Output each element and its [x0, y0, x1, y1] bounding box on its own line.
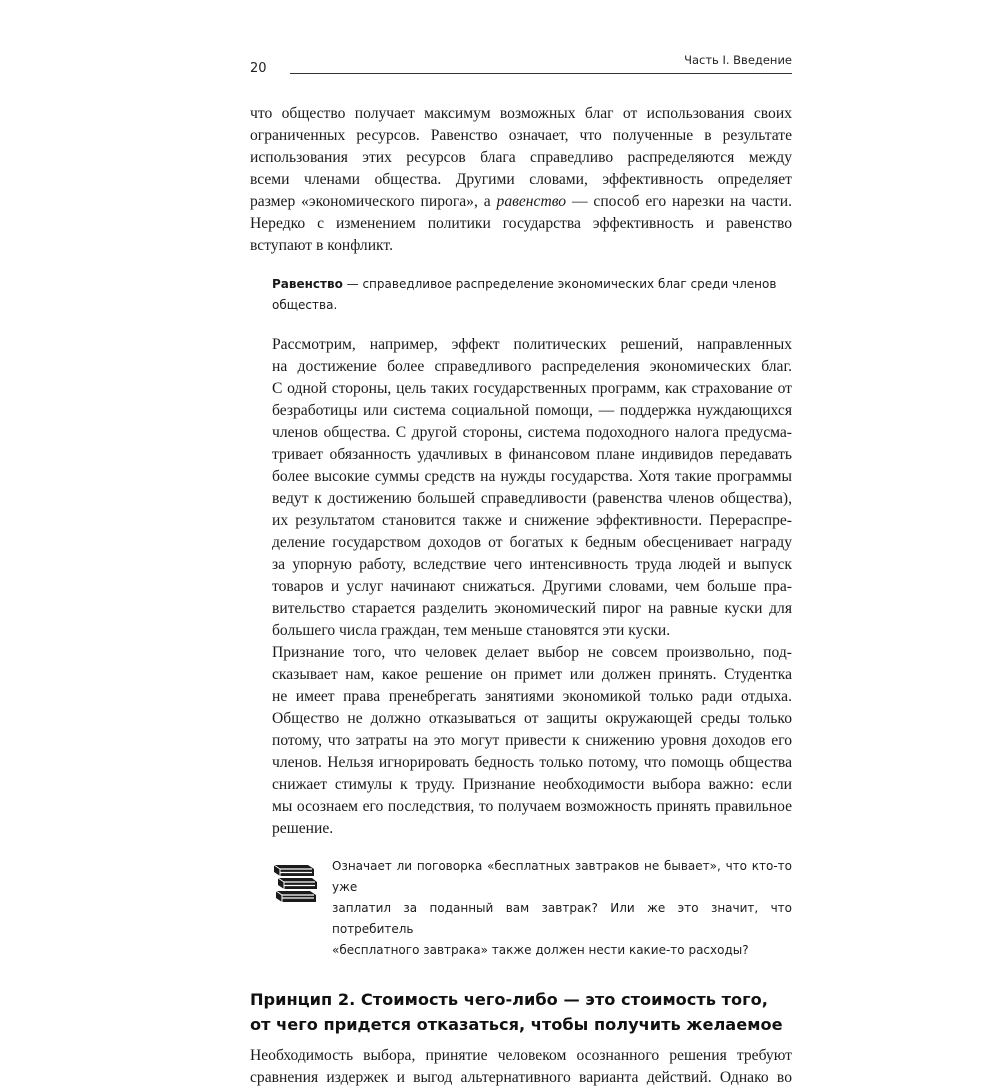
text-line: Необходимость выбора, принятие человеком осознанного решения требуют	[250, 1047, 792, 1064]
text-line: на достижение более справедливого распределения экономических благ.	[272, 358, 792, 375]
text-line: сравнения издержек и выгод альтернативного варианта действий. Однако во	[250, 1069, 792, 1086]
text-line: С одной стороны, цель таких государственных программ, как страхование от	[272, 380, 792, 397]
text-line: снижает стимулы к труду. Признание необходимости выбора важно: если	[272, 776, 792, 793]
paragraph-choice-costs	[250, 1045, 792, 1089]
question-box	[250, 856, 792, 961]
text-line: вительство старается разделить экономический пирог на равные куски для	[272, 600, 792, 617]
question-line: «бесплатного завтрака» также должен нести какие-то расходы?	[332, 943, 749, 957]
paragraph-policy-example	[250, 334, 792, 642]
text-line: за упорную работу, вследствие чего интенсивность труда людей и выпуск	[272, 556, 792, 573]
text-line: ведут к достижению большей справедливости (равенства членов общества),	[272, 490, 792, 507]
running-head	[250, 52, 792, 76]
page-number: 20	[250, 61, 267, 76]
section-title: Часть I. Введение	[684, 53, 792, 67]
text-line: тривает обязанность удачливых в финансовом плане индивидов передавать	[272, 446, 792, 463]
text-line: Нередко с изменением политики государства эффективность и равенство	[250, 215, 792, 232]
paragraph-choice-recognition	[250, 642, 792, 840]
text-line: товаров и услуг начинают снижаться. Другими словами, чем больше пра-	[272, 578, 792, 595]
text-line: мы осознаем его последствия, то получаем возможность принять правильное	[272, 798, 792, 815]
definition-line: общества.	[272, 298, 338, 312]
paragraph-efficiency-equity	[250, 103, 792, 257]
text-fragment: — способ его нарезки на части.	[566, 193, 792, 210]
text-line: использования этих ресурсов блага справедливо распределяются между	[250, 149, 792, 166]
italic-term: равенство	[496, 193, 567, 210]
question-line: Означает ли поговорка «бесплатных завтраков не бывает», что кто-то уже	[332, 859, 792, 894]
header-rule	[290, 73, 792, 74]
book-page	[250, 52, 792, 1089]
text-line: безработицы или система социальной помощи, — поддержка нуждающихся	[272, 402, 792, 419]
text-line: что общество получает максимум возможных благ от использования своих	[250, 105, 792, 122]
text-line: решение.	[272, 820, 334, 837]
text-line: Рассмотрим, например, эффект политических решений, направленных	[272, 336, 792, 353]
text-line: членов. Нельзя игнорировать бедность только потому, что помощь общества	[272, 754, 792, 771]
text-line: вступают в конфликт.	[250, 237, 393, 254]
principle-heading	[250, 987, 792, 1037]
definition-term: Равенство	[272, 277, 343, 291]
text-line	[250, 191, 792, 213]
text-line: ограниченных ресурсов. Равенство означает, что полученные в результате	[250, 127, 792, 144]
books-icon	[272, 858, 320, 906]
text-fragment: размер «экономического пирога», а	[250, 193, 497, 210]
heading-line: от чего придется отказаться, чтобы получить желаемое	[250, 1015, 783, 1034]
text-line: большего числа граждан, тем меньше становятся эти куски.	[272, 622, 671, 639]
text-line: Общество не должно отказываться от защиты окружающей среды только	[272, 710, 792, 727]
text-line: более высокие суммы средств на нужды государства. Хотя такие программы	[272, 468, 792, 485]
text-line: деление государством доходов от богатых к бедным обесценивает награду	[272, 534, 792, 551]
text-line: всеми членами общества. Другими словами, эффективность определяет	[250, 171, 792, 188]
text-line: членов общества. С другой стороны, система подоходного налога предусма-	[272, 424, 792, 441]
definition-box	[272, 274, 792, 316]
heading-line: Принцип 2. Стоимость чего-либо — это стоимость того,	[250, 990, 768, 1009]
definition-line	[272, 274, 792, 295]
text-line: их результатом становится также и снижение эффективности. Перераспре-	[272, 512, 792, 529]
question-text	[332, 856, 792, 961]
text-line: сказывает нам, какое решение он примет или должен принять. Студентка	[272, 666, 792, 683]
text-line: Признание того, что человек делает выбор не совсем произвольно, под-	[272, 644, 792, 661]
definition-text: — справедливое распределение экономических благ среди членов	[342, 277, 777, 291]
text-line: потому, что затраты на это могут привести к снижению уровня доходов его	[272, 732, 792, 749]
question-line: заплатил за поданный вам завтрак? Или же это значит, что потребитель	[332, 901, 792, 936]
text-line: не имеет права пренебрегать занятиями экономикой только ради отдыха.	[272, 688, 792, 705]
